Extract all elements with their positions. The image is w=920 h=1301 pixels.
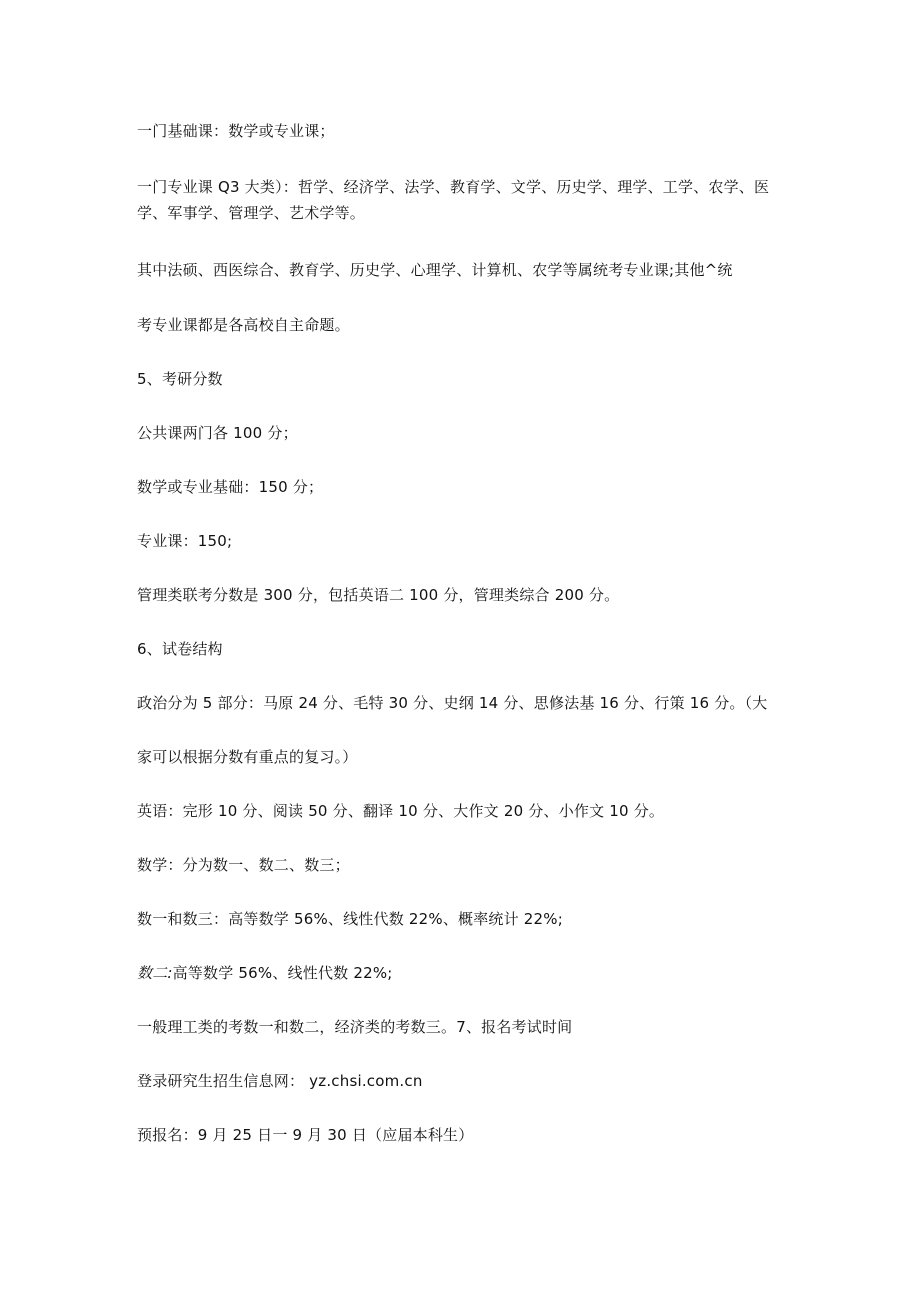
politics-structure-line: 政治分为 5 部分：马原 24 分、毛特 30 分、史纲 14 分、思修法基 16 分、行策 16 分。（大 <box>137 694 768 712</box>
management-score-line: 管理类联考分数是 300 分，包括英语二 100 分，管理类综合 200 分。 <box>137 586 620 604</box>
unified-exam-line: 其中法硕、西医综合、教育学、历史学、心理学、计算机、农学等属统考专业课;其他^统 <box>137 261 733 279</box>
pre-registration-line: 预报名：9 月 25 日一 9 月 30 日（应届本科生） <box>137 1126 474 1144</box>
math2-text: 高等数学 56%、线性代数 22%; <box>172 964 393 982</box>
basic-course-line: 一门基础课：数学或专业课； <box>137 122 335 140</box>
major-course-paragraph: 一门专业课 Q3 大类）：哲学、经济学、法学、教育学、文学、历史学、理学、工学、农学、医学、军事学、管理学、艺术学等。 <box>137 178 770 222</box>
section-heading-scores: 5、考研分数 <box>137 370 223 388</box>
self-set-exam-line: 考专业课都是各高校自主命题。 <box>137 316 350 334</box>
math-types-line: 数学：分为数一、数二、数三； <box>137 856 350 874</box>
math-score-line: 数学或专业基础：150 分； <box>137 478 324 496</box>
math2-line <box>137 960 797 986</box>
english-structure-line: 英语：完形 10 分、阅读 50 分、翻译 10 分、大作文 20 分、小作文 10 分。 <box>137 802 665 820</box>
politics-note-line: 家可以根据分数有重点的复习。） <box>137 748 358 766</box>
exam-choice-line: 一般理工类的考数一和数二，经济类的考数三。7、报名考试时间 <box>137 1018 573 1036</box>
major-score-line: 专业课：150; <box>137 532 233 550</box>
math2-prefix: 数二: <box>137 964 173 982</box>
section-heading-structure: 6、试卷结构 <box>137 640 223 658</box>
math1-math3-line: 数一和数三：高等数学 56%、线性代数 22%、概率统计 22%; <box>137 910 563 928</box>
registration-site-line: 登录研究生招生信息网： yz.chsi.com.cn <box>137 1072 423 1090</box>
public-course-score-line: 公共课两门各 100 分； <box>137 424 298 442</box>
